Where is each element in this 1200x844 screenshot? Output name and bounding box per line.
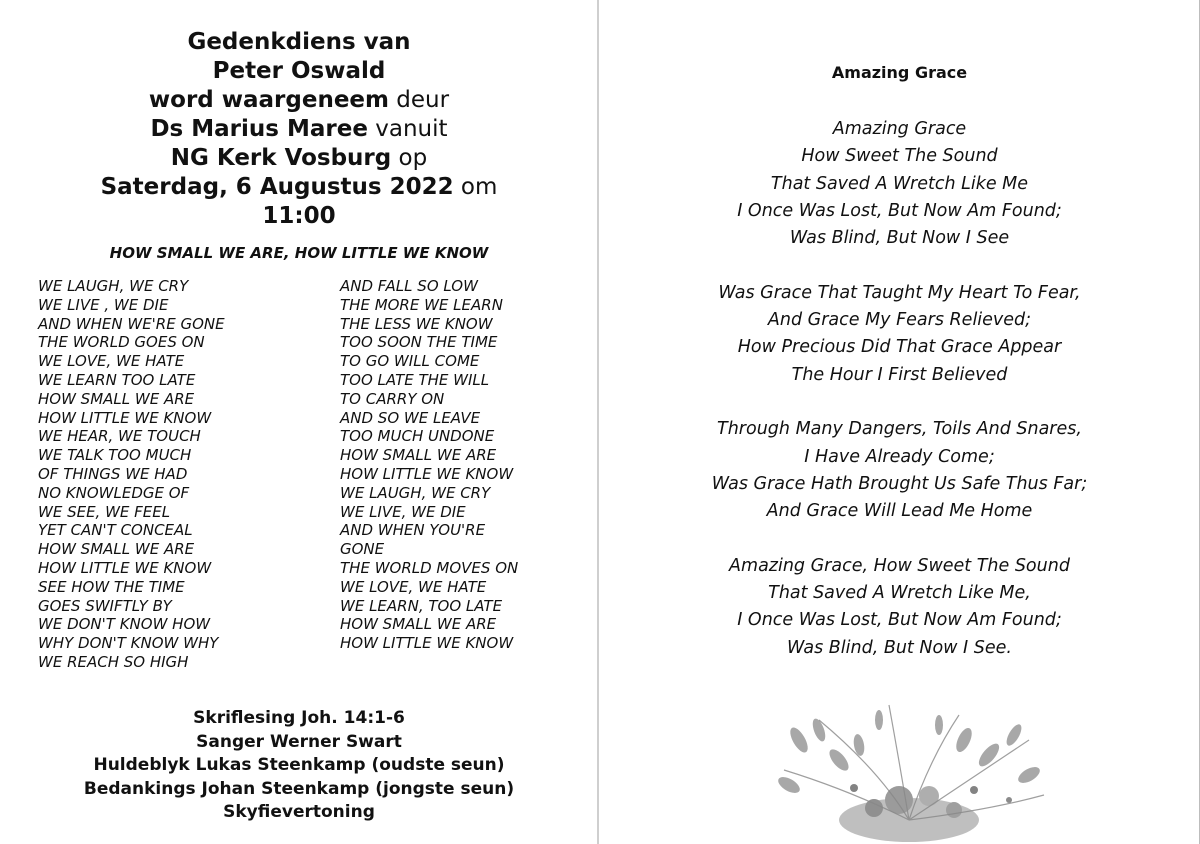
left-page <box>0 0 598 844</box>
hymn-line: And Grace My Fears Relieved; <box>767 310 1032 331</box>
hymn-lyrics <box>599 116 1200 689</box>
header-line <box>0 115 598 144</box>
poem-line: THE MORE WE LEARN <box>340 295 503 314</box>
poem-line: WE LOVE, WE HATE <box>38 352 185 371</box>
hymn-title: Amazing Grace <box>831 63 968 82</box>
hymn-line: Was Blind, But Now I See <box>789 228 1010 249</box>
poem-line: THE WORLD MOVES ON <box>340 558 519 577</box>
poem-line: TO GO WILL COME <box>340 352 480 371</box>
hymn-line: And Grace Will Lead Me Home <box>766 501 1033 522</box>
header-bold-text: NG Kerk Vosburg <box>170 145 392 171</box>
hymn-line: I Once Was Lost, But Now Am Found; <box>737 610 1062 631</box>
poem-column-2 <box>340 277 518 653</box>
poem-line: TOO SOON THE TIME <box>340 333 498 352</box>
hymn-line: That Saved A Wretch Like Me, <box>768 583 1031 604</box>
header-bold-text: Gedenkdiens van <box>187 29 411 55</box>
poem-line: GONE <box>340 540 385 559</box>
hymn-line: Was Grace Hath Brought Us Safe Thus Far; <box>711 473 1088 494</box>
poem-line: THE LESS WE KNOW <box>340 314 493 333</box>
poem-line: WE SEE, WE FEEL <box>38 502 171 521</box>
poem-line: YET CAN'T CONCEAL <box>38 521 193 540</box>
poem-line: WE LOVE, WE HATE <box>340 577 487 596</box>
poem-line: OF THINGS WE HAD <box>38 464 188 483</box>
poem-line: AND FALL SO LOW <box>340 277 478 295</box>
poem-line: HOW LITTLE WE KNOW <box>38 408 212 427</box>
program-item: Bedankings Johan Steenkamp (jongste seun) <box>83 778 515 799</box>
hymn-line: That Saved A Wretch Like Me <box>770 173 1029 194</box>
header-text: op <box>391 145 428 171</box>
hymn-stanza <box>599 553 1200 662</box>
poem-line: WE LIVE , WE DIE <box>38 295 169 314</box>
poem-line: WE LEARN TOO LATE <box>38 370 196 389</box>
hymn-line: I Once Was Lost, But Now Am Found; <box>737 200 1062 221</box>
poem-line: AND WHEN YOU'RE <box>340 521 486 540</box>
poem-title: HOW SMALL WE ARE, HOW LITTLE WE KNOW <box>109 244 489 262</box>
header-text: vanuit <box>367 116 448 142</box>
poem-line: SEE HOW THE TIME <box>38 577 185 596</box>
poem-line: HOW SMALL WE ARE <box>340 446 497 465</box>
hymn-line: How Sweet The Sound <box>801 146 998 167</box>
poem-line: WE REACH SO HIGH <box>38 652 189 671</box>
hymn-line: Through Many Dangers, Toils And Snares, <box>717 419 1082 440</box>
floral-bouquet-icon <box>759 700 1059 844</box>
poem-line: HOW LITTLE WE KNOW <box>340 634 514 653</box>
hymn-line: How Precious Did That Grace Appear <box>737 337 1062 358</box>
poem-line: WE LIVE, WE DIE <box>340 502 466 521</box>
header-text: om <box>453 174 498 200</box>
poem-line: HOW SMALL WE ARE <box>38 389 195 408</box>
poem-line: NO KNOWLEDGE OF <box>38 483 190 502</box>
header-bold-text: Peter Oswald <box>212 58 386 84</box>
poem-line: GOES SWIFTLY BY <box>38 596 172 615</box>
hymn-line: Amazing Grace, How Sweet The Sound <box>729 555 1070 576</box>
poem-line: TOO MUCH UNDONE <box>340 427 495 446</box>
header-line <box>0 144 598 173</box>
service-header <box>0 28 598 231</box>
header-bold-text: word waargeneem <box>148 87 389 113</box>
hymn-stanza <box>599 416 1200 525</box>
header-bold-text: Saterdag, 6 Augustus 2022 <box>100 174 454 200</box>
header-line <box>0 86 598 115</box>
hymn-line: Was Blind, But Now I See. <box>787 637 1012 658</box>
program-item: Skyfievertoning <box>223 802 375 822</box>
hymn-line: Amazing Grace <box>832 119 967 139</box>
hymn-line: I Have Already Come; <box>804 446 995 467</box>
poem-line: WE DON'T KNOW HOW <box>38 615 211 634</box>
poem-line: TO CARRY ON <box>340 389 445 408</box>
header-line <box>0 202 598 231</box>
poem-line: AND SO WE LEAVE <box>340 408 481 427</box>
header-bold-text: Ds Marius Maree <box>150 116 368 142</box>
poem-line: AND WHEN WE'RE GONE <box>38 314 225 333</box>
poem-line: WE LAUGH, WE CRY <box>38 277 189 295</box>
poem-line: HOW SMALL WE ARE <box>340 615 497 634</box>
poem-line: HOW LITTLE WE KNOW <box>340 464 514 483</box>
hymn-stanza <box>599 116 1200 252</box>
program-list <box>0 707 598 825</box>
program-item: Sanger Werner Swart <box>196 731 402 752</box>
header-text: deur <box>389 87 450 113</box>
program-item: Skriflesing Joh. 14:1-6 <box>193 708 405 728</box>
poem-line: WE TALK TOO MUCH <box>38 446 192 465</box>
poem-line: WE LEARN, TOO LATE <box>340 596 503 615</box>
poem-line: HOW LITTLE WE KNOW <box>38 558 212 577</box>
program-item: Huldeblyk Lukas Steenkamp (oudste seun) <box>93 755 505 775</box>
poem-line: WE LAUGH, WE CRY <box>340 483 491 502</box>
poem-column-1 <box>38 277 225 672</box>
hymn-line: The Hour I First Believed <box>791 364 1008 385</box>
poem-line: HOW SMALL WE ARE <box>38 540 195 559</box>
poem-line: WE HEAR, WE TOUCH <box>38 427 201 446</box>
header-line <box>0 28 598 57</box>
header-line <box>0 173 598 202</box>
poem-line: THE WORLD GOES ON <box>38 333 205 352</box>
poem-line: TOO LATE THE WILL <box>340 370 490 389</box>
poem-line: WHY DON'T KNOW WHY <box>38 634 219 653</box>
header-line <box>0 57 598 86</box>
hymn-line: Was Grace That Taught My Heart To Fear, <box>718 282 1081 303</box>
right-page <box>599 0 1200 844</box>
header-bold-text: 11:00 <box>262 203 336 229</box>
hymn-stanza <box>599 280 1200 389</box>
